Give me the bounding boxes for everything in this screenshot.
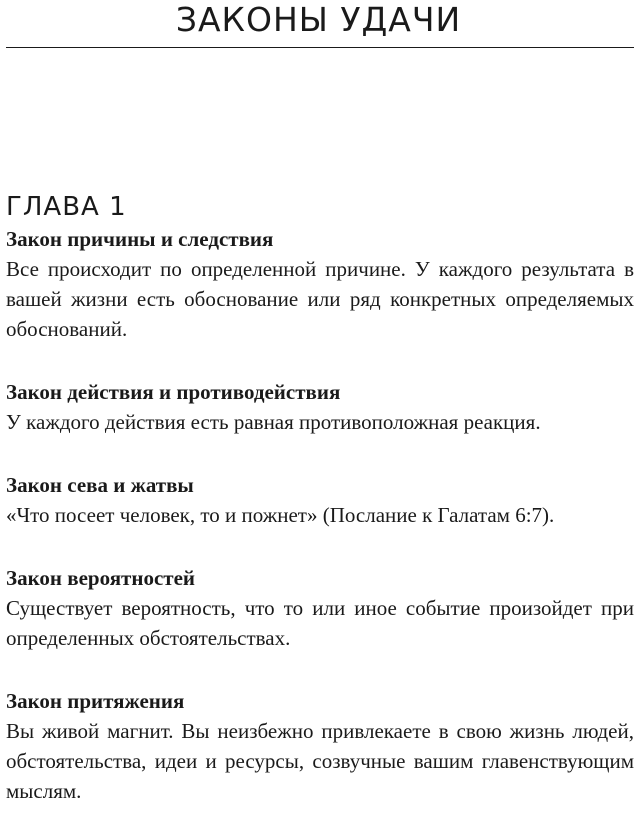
- law-title: Закон причины и следствия: [6, 227, 274, 251]
- law-text: Вы живой магнит. Вы неизбежно привлекаете в свою жизнь людей, обстоятельства, идеи и ресурсы, созвучные вашим главенствующим мыслям.: [6, 719, 634, 803]
- law-title: Закон вероятностей: [6, 566, 196, 590]
- law-title: Закон действия и противодействия: [6, 380, 341, 404]
- law-section-action-reaction: [6, 377, 634, 437]
- law-text: Существует вероятность, что то или иное событие произойдет при определенных обстоятельствах.: [6, 596, 634, 650]
- law-text: У каждого действия есть равная противоположная реакция.: [6, 410, 541, 434]
- law-section-probability: [6, 563, 634, 653]
- law-title: Закон притяжения: [6, 689, 185, 713]
- law-text: Все происходит по определенной причине. У каждого результата в вашей жизни есть обоснование или ряд конкретных определяемых обоснований.: [6, 257, 634, 341]
- running-head: ЗАКОНЫ УДАЧИ: [175, 0, 462, 39]
- law-section-sowing-reaping: [6, 470, 634, 530]
- law-section-cause-effect: [6, 224, 634, 344]
- law-section-attraction: [6, 686, 634, 806]
- chapter-title: ГЛАВА 1: [6, 192, 127, 222]
- page-content: [6, 190, 634, 839]
- law-text: «Что посеет человек, то и пожнет» (Послание к Галатам 6:7).: [6, 503, 555, 527]
- law-title: Закон сева и жатвы: [6, 473, 194, 497]
- header-rule: [6, 47, 634, 48]
